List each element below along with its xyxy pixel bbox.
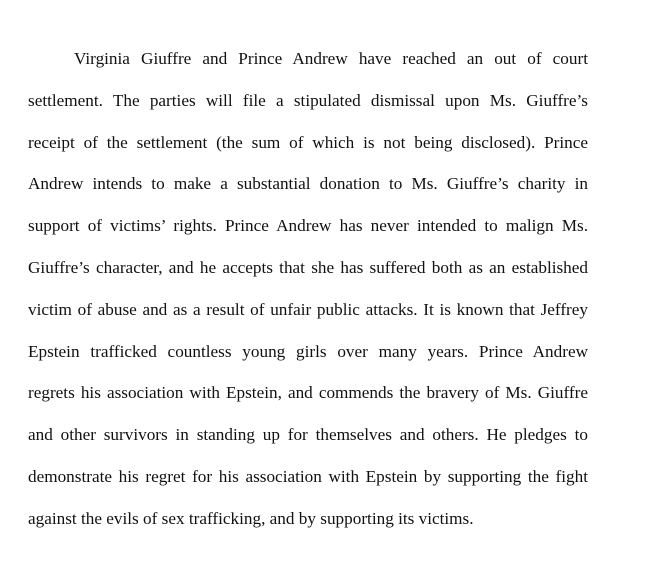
- paragraph-line-4: Andrew intends to make a substantial donation to Ms. Giuffre’s charity in: [28, 174, 588, 194]
- paragraph-line-9: regrets his association with Epstein, and commends the bravery of Ms. Giuffre: [28, 383, 588, 403]
- paragraph-line-6: Giuffre’s character, and he accepts that she has suffered both as an established: [28, 257, 588, 277]
- paragraph-line-5: support of victims’ rights. Prince Andrew has never intended to malign Ms.: [28, 216, 588, 236]
- paragraph-line-7: victim of abuse and as a result of unfair public attacks. It is known that Jeffrey: [28, 299, 588, 319]
- paragraph-line-10: and other survivors in standing up for themselves and others. He pledges to: [28, 425, 588, 445]
- paragraph-line-11: demonstrate his regret for his association with Epstein by supporting the fight: [28, 466, 588, 486]
- paragraph-line-8: Epstein trafficked countless young girls over many years. Prince Andrew: [28, 341, 588, 361]
- statement-paragraph: [28, 45, 588, 547]
- paragraph-line-12: against the evils of sex trafficking, and by supporting its victims.: [28, 508, 474, 528]
- paragraph-line-1: Virginia Giuffre and Prince Andrew have reached an out of court: [74, 49, 588, 68]
- paragraph-line-3: receipt of the settlement (the sum of which is not being disclosed). Prince: [28, 132, 588, 152]
- paragraph-line-2: settlement. The parties will file a stipulated dismissal upon Ms. Giuffre’s: [28, 90, 588, 110]
